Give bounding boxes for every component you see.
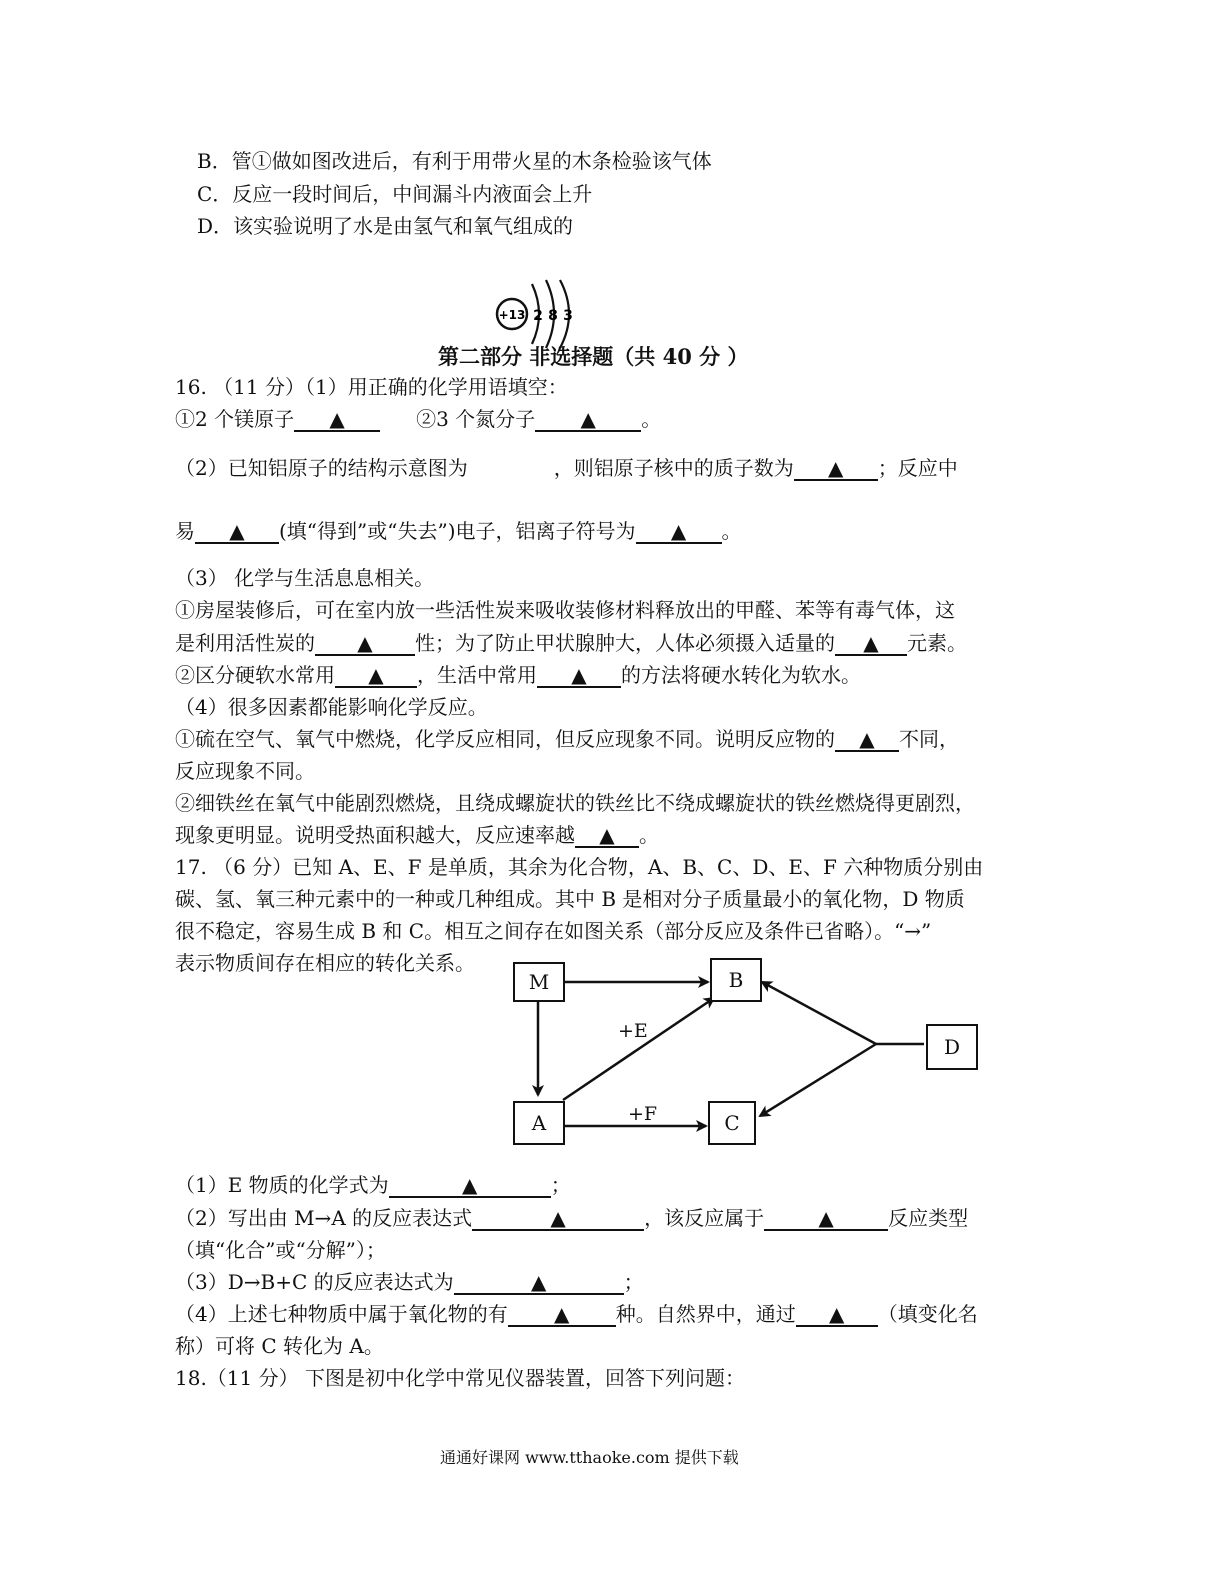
blank-q16-mg-atoms[interactable]: ▲: [294, 408, 380, 432]
q16-p3a4: 元素。: [907, 631, 967, 655]
q17-l4: 表示物质间存在相应的转化关系。: [175, 951, 475, 975]
blank-q16-reactant-factor[interactable]: ▲: [835, 728, 899, 752]
option-b: B．管①做如图改进后，有利于用带火星的木条检验该气体: [197, 149, 712, 173]
q17-s4c: （填变化名: [877, 1302, 978, 1326]
q16-p4a3: 反应现象不同。: [175, 759, 315, 783]
q17-l1: 17. （6 分）已知 A、E、F 是单质，其余为化合物，A、B、C、D、E、F 六种物质分别由: [175, 855, 984, 879]
blank-q16-n2-molecules[interactable]: ▲: [535, 408, 641, 432]
q16-p1c: 。: [641, 407, 662, 431]
q16-p4a-line: [175, 726, 959, 752]
q17-s3-line: [175, 1269, 644, 1295]
q17-s2a: （2）写出由 M→A 的反应表达式: [175, 1206, 473, 1230]
q17-s4b: 种。自然界中，通过: [615, 1302, 796, 1326]
q17-s1-line: [175, 1172, 571, 1198]
node-c: C: [708, 1101, 756, 1145]
q16-p1a: ①2 个镁原子: [175, 407, 295, 431]
q17-s2c: 反应类型: [888, 1206, 969, 1230]
blank-q16-soften-method[interactable]: ▲: [537, 664, 621, 688]
node-m: M: [513, 962, 565, 1002]
shell-2-electrons: 8: [548, 308, 558, 324]
q16-p3a3: 性；为了防止甲状腺肿大，人体必须摄入适量的: [415, 631, 835, 655]
q16-p4a2: 不同，: [899, 727, 959, 751]
page-footer: 通通好课网 www.tthaoke.com 提供下载: [440, 1448, 739, 1467]
blank-q16-carbon-property[interactable]: ▲: [315, 632, 415, 656]
q17-s4-line: [175, 1301, 978, 1327]
nucleus-charge: +13: [498, 308, 526, 322]
q16-p4: （4）很多因素都能影响化学反应。: [175, 695, 488, 719]
q16-p4b3: 。: [639, 823, 659, 847]
q16-p2e: (填“得到”或“失去”)电子，铝离子符号为: [279, 519, 636, 543]
shell-3-electrons: 3: [563, 308, 573, 324]
q16-p3a2: 是利用活性炭的: [175, 631, 315, 655]
q16-p4b-line2: [175, 822, 659, 848]
blank-q16-proton-count[interactable]: ▲: [794, 457, 878, 481]
q17-s4d: 称）可将 C 转化为 A。: [175, 1334, 384, 1358]
q16-p3: （3） 化学与生活息息相关。: [175, 566, 435, 590]
q16-part2-line2: [175, 518, 742, 544]
q16-p3b2: ，生活中常用: [417, 663, 537, 687]
blank-q17-m-to-a-equation[interactable]: ▲: [472, 1207, 644, 1231]
aluminium-atom-diagram: [488, 278, 588, 348]
blank-q16-rate[interactable]: ▲: [575, 824, 639, 848]
q17-s3b: ；: [623, 1270, 644, 1294]
q17-l2: 碳、氢、氧三种元素中的一种或几种组成。其中 B 是相对分子质量最小的氧化物，D 物质: [175, 887, 965, 911]
shell-1-electrons: 2: [533, 308, 543, 324]
q16-p3b3: 的方法将硬水转化为软水。: [621, 663, 861, 687]
q16-p2a: （2）已知铝原子的结构示意图为: [175, 456, 468, 480]
arrow-d-to-c: [760, 1044, 876, 1116]
q17-s2-line: [175, 1205, 968, 1231]
q16-part1-line: [175, 406, 661, 432]
q16-p3a-line2: [175, 630, 967, 656]
blank-q16-element[interactable]: ▲: [835, 632, 907, 656]
node-b: B: [710, 958, 762, 1002]
blank-q17-e-formula[interactable]: ▲: [389, 1174, 551, 1198]
q16-head: 16. （11 分）（1）用正确的化学用语填空：: [175, 375, 568, 399]
arrow-a-to-b: [563, 998, 714, 1100]
q16-p1b: ②3 个氮分子: [416, 407, 536, 431]
q16-p2c: ；反应中: [877, 456, 958, 480]
q17-s3a: （3）D→B+C 的反应表达式为: [175, 1270, 454, 1294]
q17-l3: 很不稳定，容易生成 B 和 C。相互之间存在如图关系（部分反应及条件已省略）。“→”: [175, 919, 932, 943]
q16-p3b1: ②区分硬软水常用: [175, 663, 335, 687]
blank-q17-process[interactable]: ▲: [796, 1303, 878, 1327]
blank-q17-d-equation[interactable]: ▲: [454, 1271, 624, 1295]
q16-p3b-line: [175, 662, 861, 688]
q17-s1a: （1）E 物质的化学式为: [175, 1173, 389, 1197]
blank-q17-reaction-type[interactable]: ▲: [764, 1207, 888, 1231]
q16-p4b1: ②细铁丝在氧气中能剧烈燃烧，且绕成螺旋状的铁丝比不绕成螺旋状的铁丝燃烧得更剧烈，: [175, 791, 975, 815]
option-c: C．反应一段时间后，中间漏斗内液面会上升: [197, 182, 593, 206]
q16-p2b: ，则铝原子核中的质子数为: [553, 456, 794, 480]
q17-s4a: （4）上述七种物质中属于氧化物的有: [175, 1302, 508, 1326]
q17-s1b: ；: [550, 1173, 571, 1197]
label-plus-f: +F: [628, 1103, 658, 1125]
node-a: A: [513, 1101, 565, 1145]
q17-s2d: （填“化合”或“分解”）；: [175, 1238, 386, 1262]
q16-part2-line: [175, 455, 958, 481]
q16-p4b2: 现象更明显。说明受热面积越大，反应速率越: [175, 823, 575, 847]
q16-p4a1: ①硫在空气、氧气中燃烧，化学反应相同，但反应现象不同。说明反应物的: [175, 727, 835, 751]
blank-q17-oxide-count[interactable]: ▲: [508, 1303, 616, 1327]
q16-p2d: 易: [175, 519, 195, 543]
arrow-d-to-b: [762, 982, 876, 1044]
blank-q16-al-ion[interactable]: ▲: [636, 520, 722, 544]
q16-p3a1: ①房屋装修后，可在室内放一些活性炭来吸收装修材料释放出的甲醛、苯等有毒气体，这: [175, 598, 955, 622]
q17-s2b: ，该反应属于: [644, 1206, 765, 1230]
label-plus-e: +E: [618, 1020, 648, 1042]
q16-p2f: 。: [721, 519, 742, 543]
blank-q16-hard-water-test[interactable]: ▲: [335, 664, 417, 688]
section-title: 第二部分 非选择题（共 40 分 ）: [438, 344, 749, 369]
q18-head: 18.（11 分） 下图是初中化学中常见仪器装置，回答下列问题：: [175, 1366, 745, 1390]
node-d: D: [926, 1024, 978, 1070]
option-d: D．该实验说明了水是由氢气和氧气组成的: [197, 214, 574, 238]
blank-q16-gain-lose[interactable]: ▲: [195, 520, 279, 544]
